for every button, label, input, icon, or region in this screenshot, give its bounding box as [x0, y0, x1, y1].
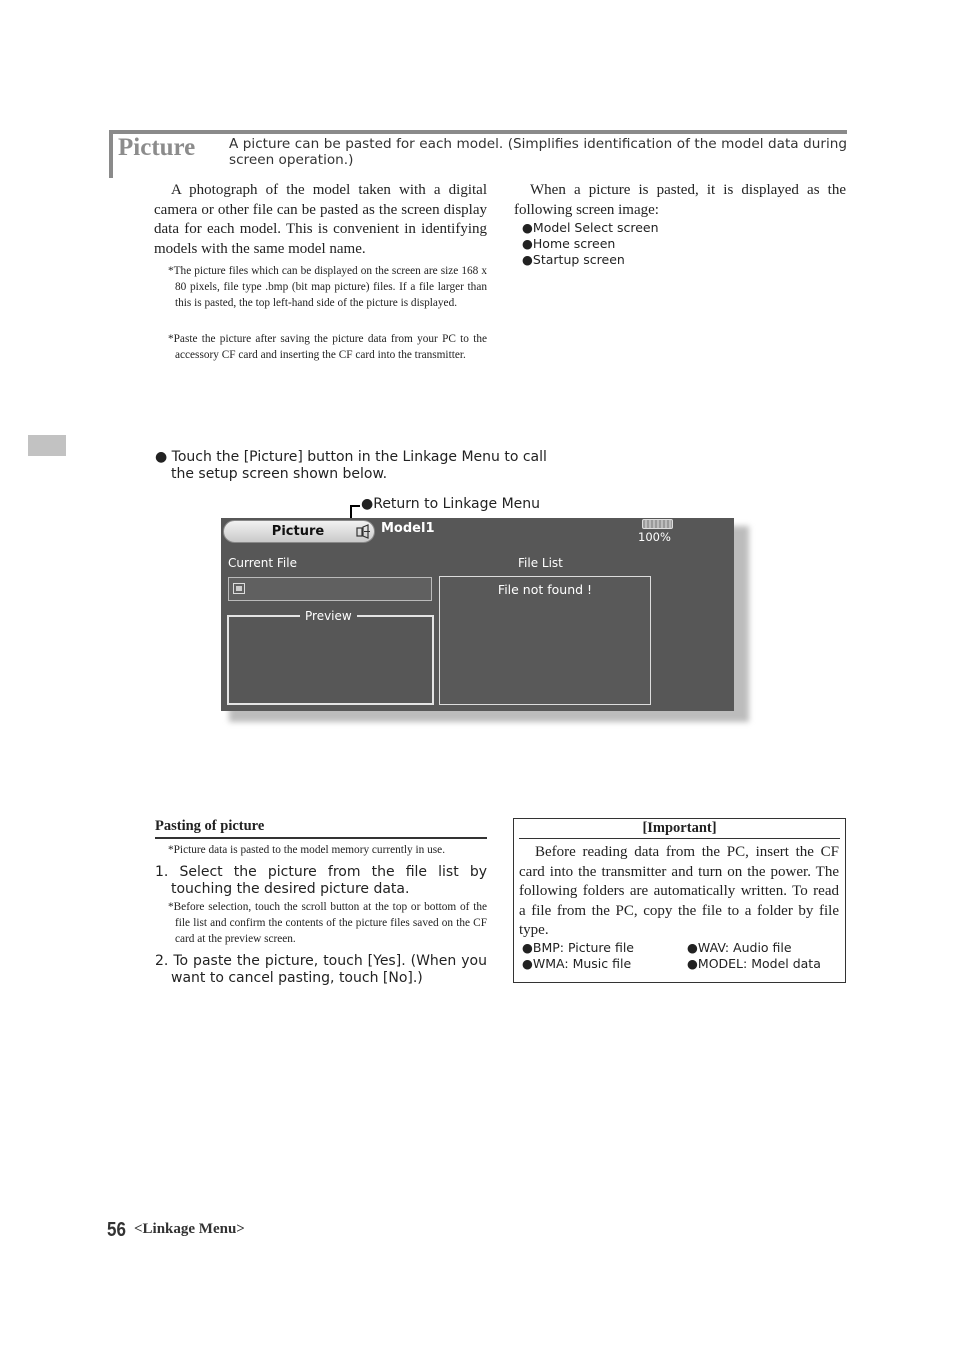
battery-percentage: 100%: [638, 530, 671, 544]
display-paragraph: When a picture is pasted, it is displayed as the following screen image:: [514, 182, 846, 218]
file-list-label: File List: [518, 556, 563, 570]
footer-section-label: <Linkage Menu>: [134, 1221, 245, 1237]
important-rule: [519, 838, 840, 839]
section-side-tab: [28, 435, 66, 456]
file-type-item: ●WMA: Music file: [522, 956, 632, 971]
file-type-item: ●MODEL: Model data: [687, 956, 821, 971]
return-icon: [355, 524, 371, 539]
section-rule: [155, 837, 487, 839]
header-description: A picture can be pasted for each model. (Simplifies identification of the model data during screen operation.): [229, 136, 847, 168]
preview-box: [227, 615, 434, 705]
file-icon: [233, 583, 245, 594]
intro-paragraph: A photograph of the model taken with a digital camera or other file can be pasted as the screen display data for each model. This is convenient in identifying models with the same model name.: [154, 182, 487, 257]
section-title: Pasting of picture: [155, 818, 265, 834]
return-callout: ●Return to Linkage Menu: [361, 496, 541, 512]
battery-icon: [642, 519, 673, 529]
touch-instruction: [155, 449, 575, 482]
list-item: ●Startup screen: [522, 252, 625, 267]
picture-return-button[interactable]: [223, 520, 375, 543]
important-title: [Important]: [642, 820, 717, 836]
picture-button-label: Picture: [271, 524, 325, 539]
instruction-line-2: the setup screen shown below.: [171, 465, 388, 482]
callout-line: [350, 505, 360, 507]
intro-note-file-size: *The picture files which can be displayed on the screen are size 168 x 80 pixels, file type .bmp (bit map picture) files. If a file larger than this is pasted, the top left-hand side of the picture is displayed.: [168, 265, 487, 309]
list-item: ●Home screen: [522, 236, 616, 251]
intro-note-cf-card: *Paste the picture after saving the picture data from your PC to the accessory CF card and inserting the CF card into the transmitter.: [168, 333, 487, 361]
file-type-item: ●BMP: Picture file: [522, 940, 634, 955]
file-list[interactable]: [439, 576, 651, 705]
file-type-item: ●WAV: Audio file: [687, 940, 792, 955]
step-1-note: *Before selection, touch the scroll button at the top or bottom of the file list and confirm the contents of the picture files saved on the CF card at the preview screen.: [168, 901, 487, 945]
preview-label: Preview: [300, 609, 357, 623]
list-item: ●Model Select screen: [522, 220, 659, 235]
step-2: 2. To paste the picture, touch [Yes]. (When you want to cancel pasting, touch [No].): [155, 953, 487, 986]
file-list-empty-message: File not found !: [497, 582, 593, 597]
page-title: Picture: [118, 134, 196, 161]
pasting-note: *Picture data is pasted to the model memory currently in use.: [168, 844, 446, 856]
important-text: Before reading data from the PC, insert the CF card into the transmitter and turn on the power. The following folders are automatically written. To read a file from the PC, copy the file to a folder by file type.: [519, 844, 839, 938]
header-rule: [110, 130, 847, 134]
screen-list: [522, 220, 659, 268]
page-number: 56: [107, 1219, 126, 1241]
header-side-rule: [109, 130, 113, 178]
current-file-field: [228, 577, 432, 601]
step-1: 1. Select the picture from the file list by touching the desired picture data.: [155, 864, 487, 897]
model-name: Model1: [381, 521, 435, 536]
instruction-line-1: ● Touch the [Picture] button in the Linkage Menu to call: [155, 449, 547, 465]
current-file-label: Current File: [228, 556, 297, 570]
